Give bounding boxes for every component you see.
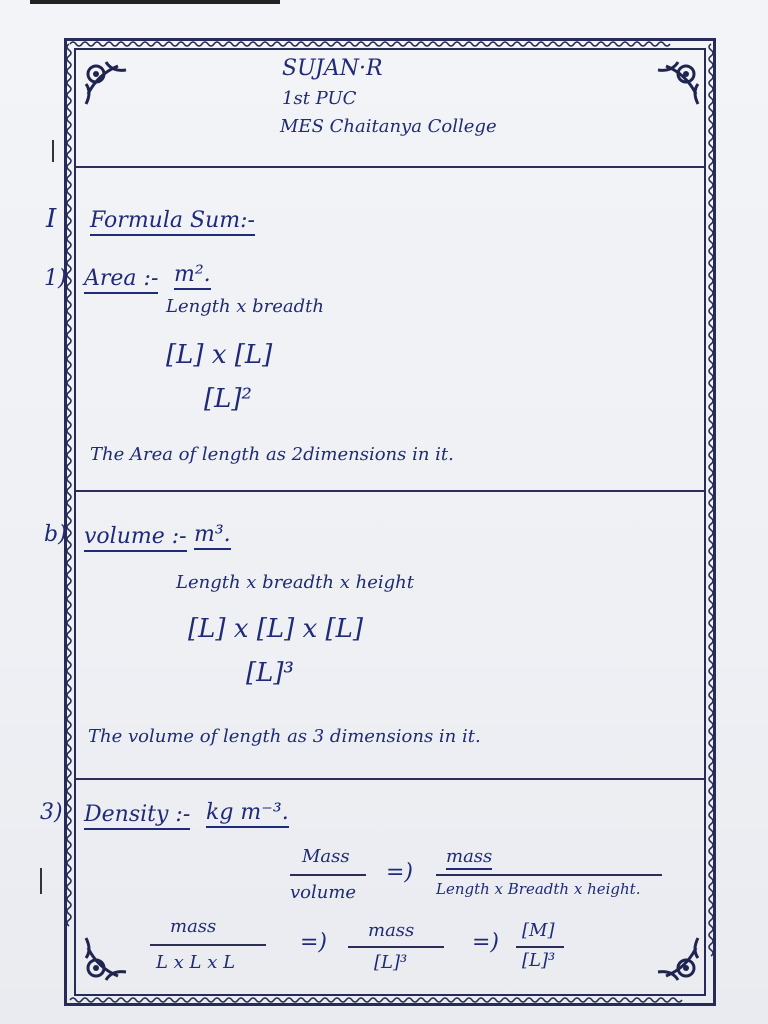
volume-line-3: [L]³ [246, 658, 294, 688]
frac5-numerator: [M] [522, 920, 555, 941]
frac2-denominator: Length x Breadth x height. [436, 880, 641, 898]
college-name: MES Chaitanya College [280, 116, 497, 137]
area-line-1: Length x breadth [166, 296, 325, 317]
student-class: 1st PUC [282, 88, 357, 109]
volume-line-2: [L] x [L] x [L] [188, 614, 364, 644]
frac3-numerator: mass [170, 916, 217, 937]
density-index: 3) [40, 800, 63, 825]
fraction-bar [290, 874, 366, 876]
frac3-denominator: L x L x L [156, 952, 236, 973]
arrow-2: =) [300, 930, 328, 955]
fraction-bar [348, 946, 444, 948]
arrow-1: =) [386, 860, 414, 885]
area-line-2: [L] x [L] [166, 340, 273, 370]
fraction-bar [150, 944, 266, 946]
page-title: Formula Sum:- [90, 208, 255, 236]
frac5-denominator: [L]³ [522, 950, 556, 971]
frac1-denominator: volume [290, 882, 357, 903]
area-note: The Area of length as 2dimensions in it. [90, 444, 454, 465]
volume-label: volume :- [84, 524, 187, 552]
corner-ornament-icon [80, 54, 140, 114]
fraction-bar [516, 946, 564, 948]
corner-ornament-icon [644, 928, 704, 988]
volume-index: b) [44, 522, 67, 547]
frac4-numerator: mass [368, 920, 415, 941]
area-unit: m². [174, 262, 211, 290]
frac4-denominator: [L]³ [374, 952, 408, 973]
volume-unit: m³. [194, 522, 231, 550]
corner-ornament-icon [644, 54, 704, 114]
page-border-inner [74, 48, 706, 996]
corner-ornament-icon [80, 928, 140, 988]
section-numeral: I [46, 204, 57, 234]
student-name: SUJAN·R [282, 56, 383, 81]
density-label: Density :- [84, 802, 190, 830]
top-edge-bar [30, 0, 280, 4]
volume-line-1: Length x breadth x height [176, 572, 414, 593]
margin-tick [52, 140, 54, 162]
area-label: Area :- [84, 266, 158, 294]
section-divider [76, 778, 704, 780]
arrow-3: =) [472, 930, 500, 955]
volume-note: The volume of length as 3 dimensions in it. [88, 726, 481, 747]
area-line-3: [L]² [204, 384, 252, 414]
section-divider [76, 166, 704, 168]
frac2-numerator: mass [446, 846, 492, 870]
area-index: 1) [44, 266, 67, 291]
density-unit: kg m⁻³. [206, 800, 289, 828]
frac1-numerator: Mass [302, 846, 350, 867]
fraction-bar [436, 874, 662, 876]
section-divider [76, 490, 704, 492]
